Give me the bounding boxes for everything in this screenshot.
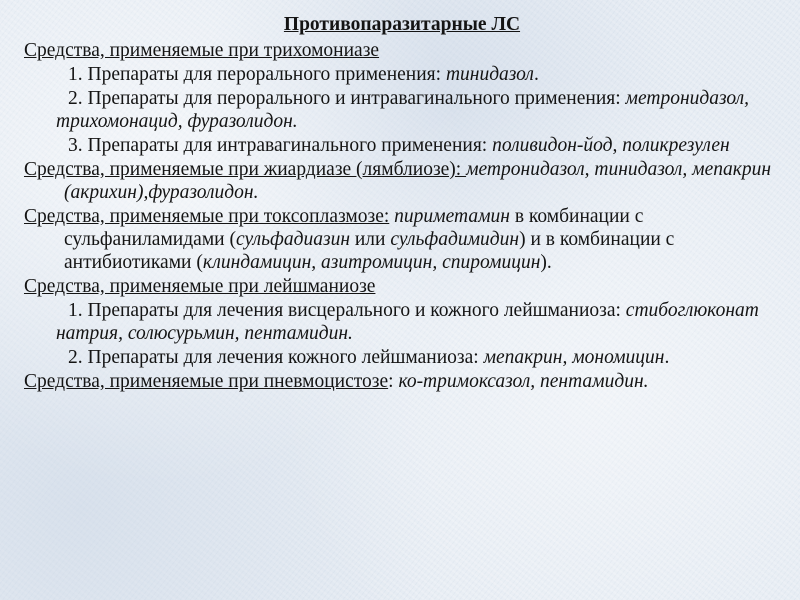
text-or: или xyxy=(350,229,391,250)
section-heading-giardiasis: Средства, применяемые при жиардиазе (лямблиозе): xyxy=(24,159,467,180)
slide-title: Противопаразитарные ЛС xyxy=(283,14,521,35)
section-toxoplasmosis xyxy=(24,205,780,274)
section-giardiasis xyxy=(24,158,780,204)
colon: : xyxy=(388,371,399,392)
list-item-trichomoniasis-3 xyxy=(24,134,780,157)
text-close: ). xyxy=(540,252,552,273)
drug-names: поливидон-йод, поликрезулен xyxy=(492,135,730,156)
drug-names: метронидазол, тинидазол, мепакрин (акрихин),фуразолидон. xyxy=(64,159,772,203)
drug-antibiotics: клиндамицин, азитромицин, спиромицин xyxy=(202,252,541,273)
text-combination-antibiotics: ) и в комбинации с антибиотиками ( xyxy=(64,229,675,273)
item-label: 3. Препараты для интравагинального применения: xyxy=(68,135,493,156)
item-label: 2. Препараты для перорального и интравагинального применения: xyxy=(68,88,626,109)
list-item-trichomoniasis-2 xyxy=(24,87,780,133)
list-item-leishmaniasis-1 xyxy=(24,299,780,345)
section-heading-leishmaniasis: Средства, применяемые при лейшманиозе xyxy=(24,276,376,297)
section-trichomoniasis xyxy=(24,39,780,62)
drug-sulfadiazine: сульфадиазин xyxy=(235,229,350,250)
section-pneumocystosis xyxy=(24,370,780,393)
item-label: 1. Препараты для перорального применения: xyxy=(68,64,446,85)
text-combination-sulfonamides: в комбинации с сульфаниламидами ( xyxy=(64,206,644,250)
drug-names: метронидазол, трихомонацид, фуразолидон. xyxy=(56,88,749,132)
drug-pyrimethamine: пириметамин xyxy=(394,206,510,227)
section-heading-toxoplasmosis: Средства, применяемые при токсоплазмозе: xyxy=(24,206,390,227)
drug-names: стибоглюконат натрия, солюсурьмин, пентамидин. xyxy=(56,300,759,344)
section-leishmaniasis xyxy=(24,275,780,298)
drug-names: мепакрин, мономицин xyxy=(483,347,665,368)
drug-sulfadimidine: сульфадимидин xyxy=(390,229,520,250)
item-end: . xyxy=(533,64,539,85)
list-item-trichomoniasis-1 xyxy=(24,63,780,86)
drug-names: тинидазол xyxy=(445,64,534,85)
drug-names: ко-тримоксазол, пентамидин. xyxy=(398,371,649,392)
item-end: . xyxy=(664,347,670,368)
section-heading-pneumocystosis: Средства, применяемые при пневмоцистозе xyxy=(24,371,389,392)
item-label: 2. Препараты для лечения кожного лейшманиоза: xyxy=(68,347,484,368)
section-heading-trichomoniasis: Средства, применяемые при трихомониазе xyxy=(24,40,380,61)
list-item-leishmaniasis-2 xyxy=(24,346,780,369)
item-label: 1. Препараты для лечения висцерального и кожного лейшманиоза: xyxy=(68,300,626,321)
